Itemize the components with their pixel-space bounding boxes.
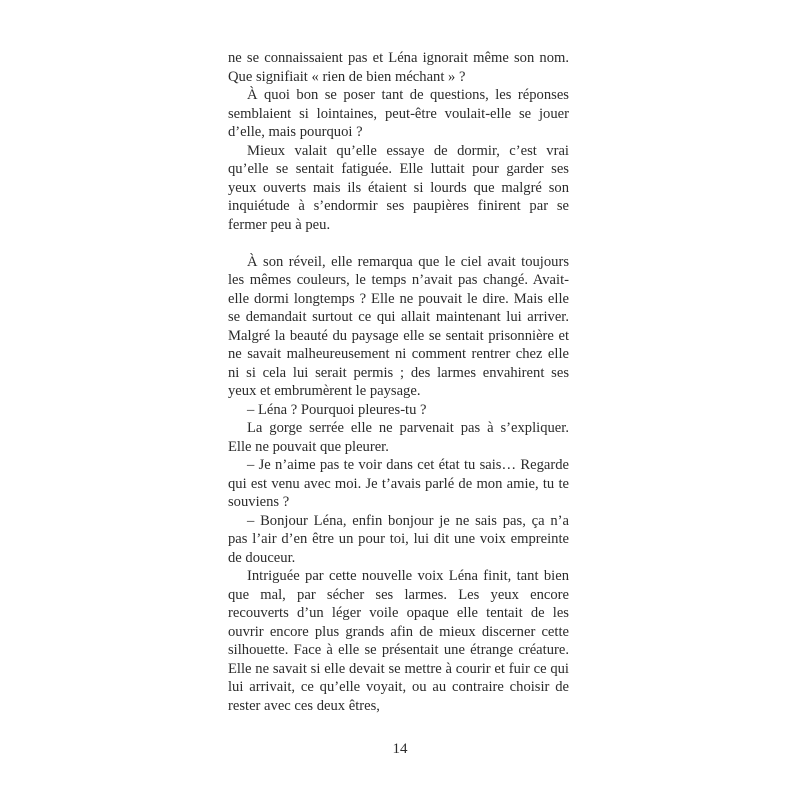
page-number: 14 <box>392 741 408 757</box>
dialogue-line: – Je n’aime pas te voir dans cet état tu sais… Regarde qui est venu avec moi. Je t’avais parlé de mon amie, tu te souviens ? <box>228 457 569 510</box>
paragraph: Mieux valait qu’elle essaye de dormir, c’est vrai qu’elle se sentait fatiguée. Elle luttait pour garder ses yeux ouverts mais ils étaient si lourds que malgré son inquiétude à s’endormir ses paupières finirent par se fermer peu à peu. <box>228 142 569 233</box>
paragraph: ne se connaissaient pas et Léna ignorait même son nom. Que signifiait « rien de bien méchant » ? <box>228 50 569 85</box>
dialogue-line: – Bonjour Léna, enfin bonjour je ne sais pas, ça n’a pas l’air d’en être un pour toi, lui dit une voix empreinte de douceur. <box>228 512 569 566</box>
body-text <box>228 49 569 715</box>
dialogue-line: – Léna ? Pourquoi pleures-tu ? <box>247 401 427 418</box>
paragraph: Intriguée par cette nouvelle voix Léna finit, tant bien que mal, par sécher ses larmes. Les yeux encore recouverts d’un léger voile opaque elle tentait de les ouvrir encore plus grands afin de mieux discerner cette silhouette. Face à elle se présentait une étrange créature. Elle ne savait si elle devait se mettre à courir et fuir ce qui lui arrivait, ce qu’elle voyait, ou au contraire choisir de rester avec ces deux êtres, <box>228 568 569 714</box>
paragraph: La gorge serrée elle ne parvenait pas à s’expliquer. Elle ne pouvait que pleurer. <box>228 420 569 455</box>
paragraph: À quoi bon se poser tant de questions, les réponses semblaient si lointaines, peut-être voulait-elle se jouer d’elle, mais pourquoi ? <box>228 87 569 140</box>
paragraph: À son réveil, elle remarqua que le ciel avait toujours les mêmes couleurs, le temps n’avait pas changé. Avait-elle dormi longtemps ? Elle ne pouvait le dire. Mais elle se demandait surtout ce qui allait maintenant lui arriver. Malgré la beauté du paysage elle se sentait prisonnière et ne savait malheureusement ni comment rentrer chez elle ni si cela lui serait permis ; des larmes envahirent ses yeux et embrumèrent le paysage. <box>228 253 569 399</box>
